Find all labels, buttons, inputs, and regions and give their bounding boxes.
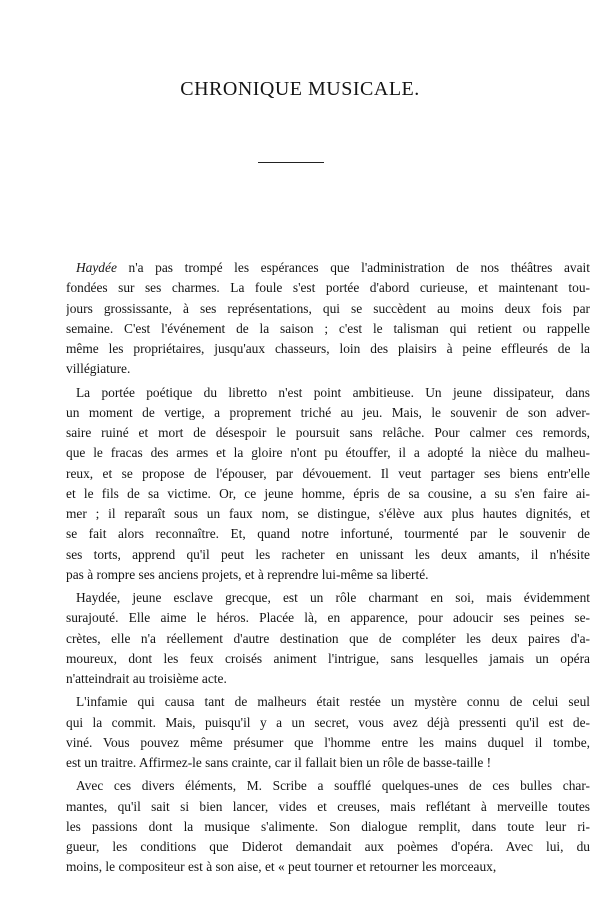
text-line: un moment de vertige, a proprement triché au jeu. Mais, le souvenir de son adver- [66, 404, 590, 420]
text-line: les passions dont la musique s'alimente. Son dialogue remplit, dans toute leur ri- [66, 818, 590, 834]
paragraph [66, 776, 590, 877]
line-text: n'a pas trompé les espérances que l'administration de nos théâtres avait [116, 260, 590, 275]
text-line: gueur, les conditions que Diderot demandait aux poèmes d'opéra. Avec lui, du [66, 839, 590, 854]
text-line: ses torts, apprend qu'il peut les racheter en unissant les deux amants, il n'hésite [66, 546, 590, 562]
text-line: et le fils de sa victime. Or, ce jeune homme, épris de sa cousine, a su s'en faire ai- [66, 485, 590, 501]
paragraph [66, 588, 590, 689]
text-line: reux, et se propose de l'épouser, par dévouement. Il veut partager ses biens entr'elle [66, 465, 590, 481]
text-line: saire ruiné et mort de désespoir le poursuit sans relâche. Pour calmer ces remords, [66, 425, 590, 440]
title-separator-rule [258, 162, 324, 163]
page-title: CHRONIQUE MUSICALE. [180, 78, 420, 100]
text-line [66, 258, 590, 278]
text-line: moureux, dont les feux croisés animent l'intrigue, sans lesquelles jamais un opéra [66, 650, 590, 666]
text-line: est un traitre. Affirmez-le sans crainte, car il fallait bien un rôle de basse-taille ! [66, 755, 492, 770]
text-line: Avec ces divers éléments, M. Scribe a soufflé quelques-unes de ces bulles char- [76, 778, 590, 794]
paragraph [66, 692, 590, 773]
text-line: se fait alors reconnaître. Et, quand notre infortuné, tourmenté par le souvenir de [66, 526, 590, 542]
text-line: n'atteindrait au troisième acte. [66, 671, 227, 686]
text-line: fondées sur ses charmes. La foule s'est portée d'abord curieuse, et maintenant tou- [66, 280, 590, 296]
text-line: moins, le compositeur est à son aise, et « peut tourner et retourner les morceaux, [66, 859, 497, 875]
text-line: villégiature. [66, 361, 131, 377]
text-line: jours grossissante, à ses représentations, qui se succèdent au moins deux fois par [66, 300, 590, 316]
text-line: Haydée, jeune esclave grecque, est un rôle charmant en soi, mais évidemment [76, 590, 590, 605]
text-line: semaine. C'est l'événement de la saison ; c'est le talisman qui retient ou rappelle [66, 320, 590, 336]
text-line: viné. Vous pouvez même présumer que l'homme entre les mains duquel il tombe, [66, 734, 590, 750]
paragraph [66, 383, 590, 586]
text-line: même les propriétaires, jusqu'aux chasseurs, loin des plaisirs à peine effleurés de la [66, 341, 590, 356]
text-line: mantes, qu'il sait si bien lancer, vides et creuses, mais reflétant à merveille toutes [66, 798, 590, 814]
text-line: pas à rompre ses anciens projets, et à reprendre lui-même sa liberté. [66, 566, 429, 582]
article-body [66, 258, 590, 878]
text-line: qui la commit. Mais, puisqu'il y a un secret, vous avez déjà pressenti qu'il est de- [66, 714, 590, 730]
italic-title: Haydée [76, 260, 117, 275]
text-line: mer ; il reparaît sous un faux nom, se distingue, s'élève aux plus hautes dignités, et [66, 506, 590, 521]
text-line: L'infamie qui causa tant de malheurs était restée un mystère connu de celui seul [76, 694, 590, 710]
text-line: surajouté. Elle aime le héros. Placée là, en apparence, pour adoucir ses peines se- [66, 610, 590, 626]
text-line: La portée poétique du libretto n'est point ambitieuse. Un jeune dissipateur, dans [76, 384, 590, 400]
text-line: crètes, elle n'a réellement d'autre destination que de compléter les deux paires d'a- [66, 630, 590, 646]
paragraph [66, 258, 590, 380]
text-line: que le fracas des armes et la gloire n'ont pu étouffer, il a adopté la nièce du malheu- [66, 445, 590, 461]
